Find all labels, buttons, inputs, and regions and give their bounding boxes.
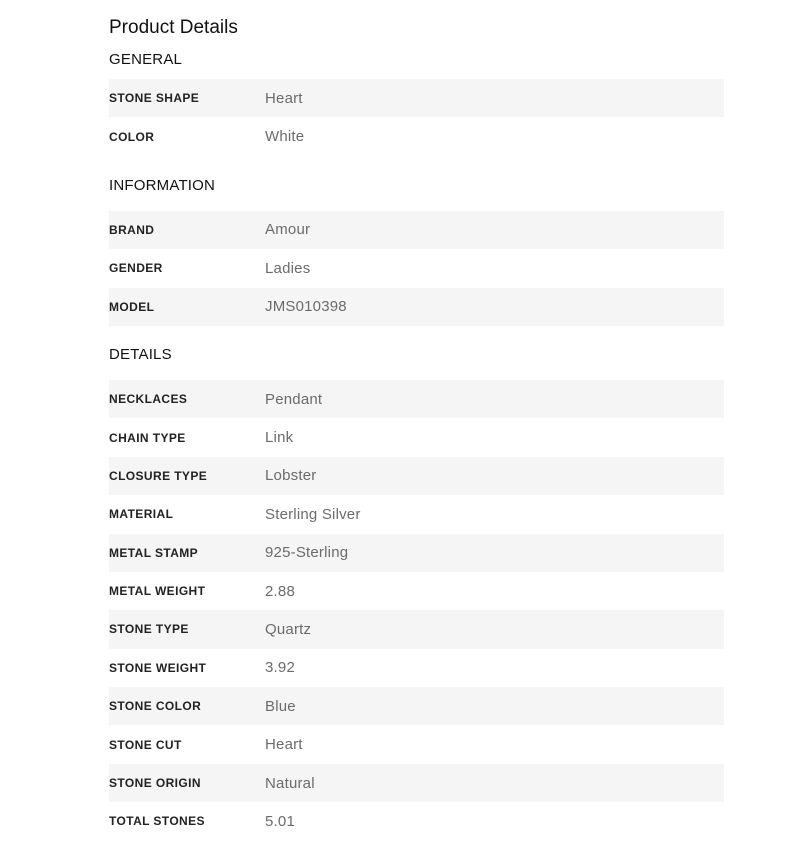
spec-label: MODEL [109,299,155,314]
spec-value: Pendant [265,390,323,408]
spec-value: Link [265,429,294,447]
spec-value: Lobster [265,467,317,485]
product-details-panel [109,16,724,841]
spec-row-stone-color [109,687,724,725]
spec-label: STONE TYPE [109,622,189,637]
spec-label: STONE ORIGIN [109,776,201,791]
spec-label: TOTAL STONES [109,814,205,829]
spec-value: White [265,128,305,146]
spec-label: STONE COLOR [109,699,202,714]
spec-label: STONE CUT [109,737,182,752]
spec-row-metal-weight [109,572,724,610]
section-general [109,50,724,156]
spec-value: Sterling Silver [265,505,361,523]
page-title: Product Details [109,17,238,38]
spec-value: Heart [265,736,303,754]
spec-row-gender [109,249,724,287]
spec-value: Amour [265,221,311,239]
spec-label: STONE SHAPE [109,91,200,106]
spec-row-color [109,117,724,155]
spec-value: 3.92 [265,659,295,677]
spec-row-necklaces [109,380,724,418]
spec-label: CLOSURE TYPE [109,468,208,483]
spec-row-chain-type [109,418,724,456]
spec-label: BRAND [109,222,155,237]
spec-label: STONE WEIGHT [109,660,207,675]
spec-row-stone-weight [109,649,724,687]
spec-label: NECKLACES [109,392,188,407]
spec-label: MATERIAL [109,507,174,522]
section-information [109,176,724,326]
section-heading-details: DETAILS [109,345,172,363]
spec-row-metal-stamp [109,534,724,572]
spec-label: METAL WEIGHT [109,584,206,599]
spec-value: Heart [265,89,303,107]
spec-value: Blue [265,697,296,715]
spec-row-brand [109,211,724,249]
spec-row-material [109,495,724,533]
spec-row-stone-origin [109,764,724,802]
spec-row-stone-shape [109,79,724,117]
spec-value: Ladies [265,259,311,277]
spec-value: 925-Sterling [265,544,349,562]
spec-value: Quartz [265,620,312,638]
spec-label: COLOR [109,129,155,144]
spec-value: 5.01 [265,812,295,830]
spec-label: GENDER [109,261,163,276]
section-details [109,345,724,841]
spec-value: Natural [265,774,315,792]
spec-row-model [109,288,724,326]
spec-value: 2.88 [265,582,295,600]
spec-row-total-stones [109,802,724,840]
section-heading-general: GENERAL [109,51,183,68]
spec-row-closure-type [109,457,724,495]
spec-label: METAL STAMP [109,545,199,560]
spec-label: CHAIN TYPE [109,430,186,445]
spec-value: JMS010398 [265,298,347,316]
spec-row-stone-cut [109,725,724,763]
section-heading-information: INFORMATION [109,176,216,194]
spec-row-stone-type [109,610,724,648]
